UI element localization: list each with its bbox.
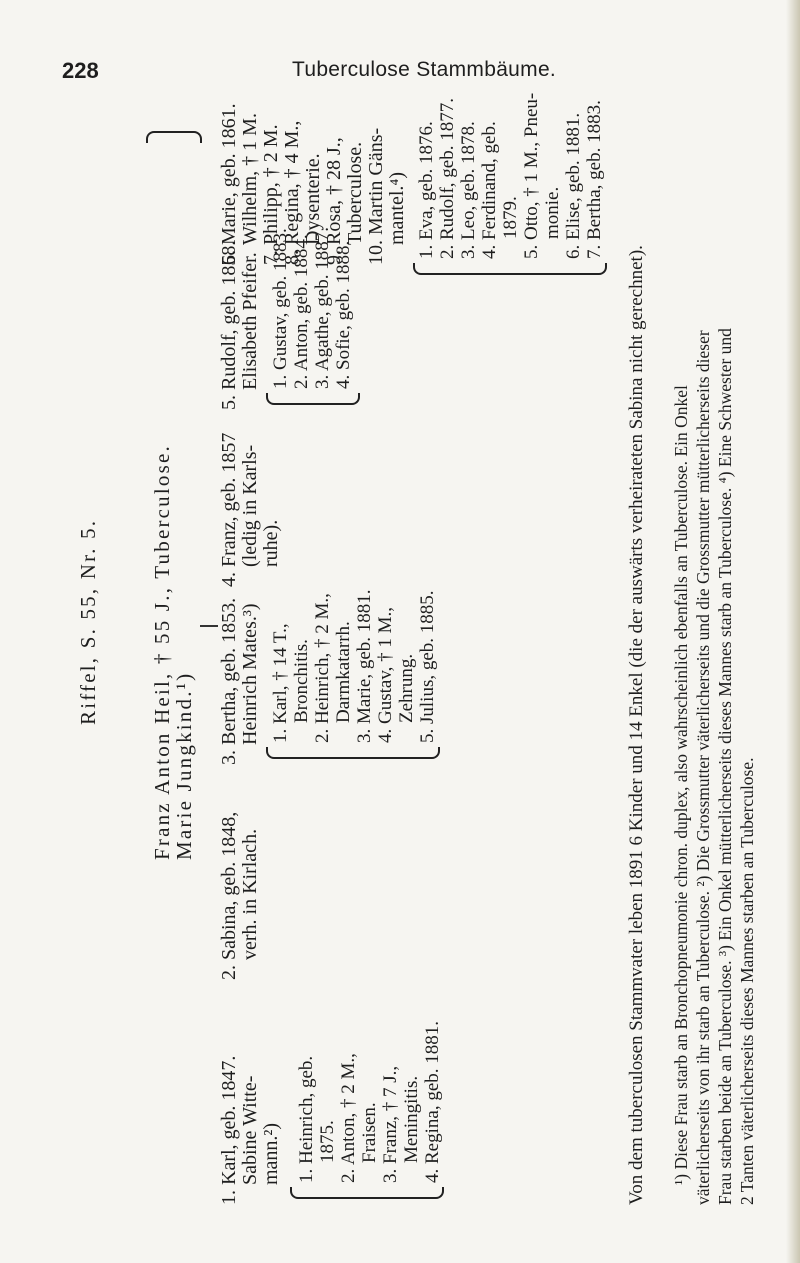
patriarch: Franz Anton Heil, † 55 J., Tuberculose.: [150, 444, 174, 860]
rotated-page-body: Riffel, S. 55, Nr. 5. Franz Anton Heil, † 55 J., Tuberculose. Marie Jungkind.¹) 1. Karl, geb. 1847. Sabine Witte- mann.²) 2. Sabina, geb. 1848, verh. in Kirlach. 3. Bertha, geb. 1853. Heinrich Mates.³) 4. Franz, geb. 1857 (ledig in Karls- ruhe). 5. Rudolf, geb. 1858. Elisabeth Pfeifer. 6. Marie, geb. 1861. Wilhelm, † 1 M. 7. Philipp, † 2 M. 8. Regina, † 4 M., Dysenterie. 9. Rosa, † 28 J., Tuberculose. 10. Martin Gäns- mantel.⁴) 1. Heinrich, geb. 1875. 2. Anton, † 2 M., Fraisen. 3. Franz, † 7 J., Meningitis. 4. Regina, geb. 1881. 1. Karl, † 14 T., Bronchitis. 2. Heinrich, † 2 M., Darmkatarrh. 3. Marie, geb. 1881. 4. Gustav, † 1 M., Zehrung. 5. Julius, geb. 1885. 1. Gustav, geb. 1883. 2. Anton, geb. 1884. 3. Agathe, geb. 1887. 4. Sofie, geb. 1888. 1. Eva, geb. 1876. 2. Rudolf, geb. 1877. 3. Leo, geb. 1878. 4. Ferdinand, geb. 1879. 5. Otto, † 1 M., Pneu- monie. 6. Elise, geb. 1881. 7. Bertha, geb. 1883. Von dem tuberculosen Stammvater leben 1891 6 Kinder und 14 Enkel (die der auswärts verheirateten Sabina nicht gerechnet). ¹) Diese Frau starb an Bronchopneumonie chron. duplex, also wahrscheinlich ebenfalls an Tuberculose. Ein Onkel väterlicherseits von ihr starb an Tuberculose. ²) Die Grossmutter väterlicherseits und die Grossmutter mütterlicherseits dieser Frau starben beide an Tuberculose. ³) Ein Onkel mütterlicherseits dieses Mannes starb an Tuberculose. ⁴) Eine Schwester und 2 Tanten väterlicherseits dieses Mannes starben an Tuberculose.: [76, 92, 757, 1205]
summary-text: Von dem tuberculosen Stammvater leben 1891 6 Kinder und 14 Enkel (die der auswärts verheirateten Sabina nicht gerechnet).: [626, 245, 647, 1205]
running-title: Tuberculose Stammbäume.: [292, 58, 557, 81]
brace-karl-offspring: [290, 1187, 444, 1199]
brace-marie-offspring: [413, 263, 607, 275]
page-number: 228: [62, 58, 99, 83]
root-brace: [146, 131, 202, 143]
page-edge-shadow: [786, 0, 800, 1263]
matriarch: Marie Jungkind.¹): [172, 671, 196, 860]
source-reference: Riffel, S. 55, Nr. 5.: [76, 518, 100, 725]
root-connector: [200, 625, 218, 627]
brace-bertha-offspring: [266, 747, 440, 759]
brace-rudolf-offspring: [266, 393, 360, 405]
